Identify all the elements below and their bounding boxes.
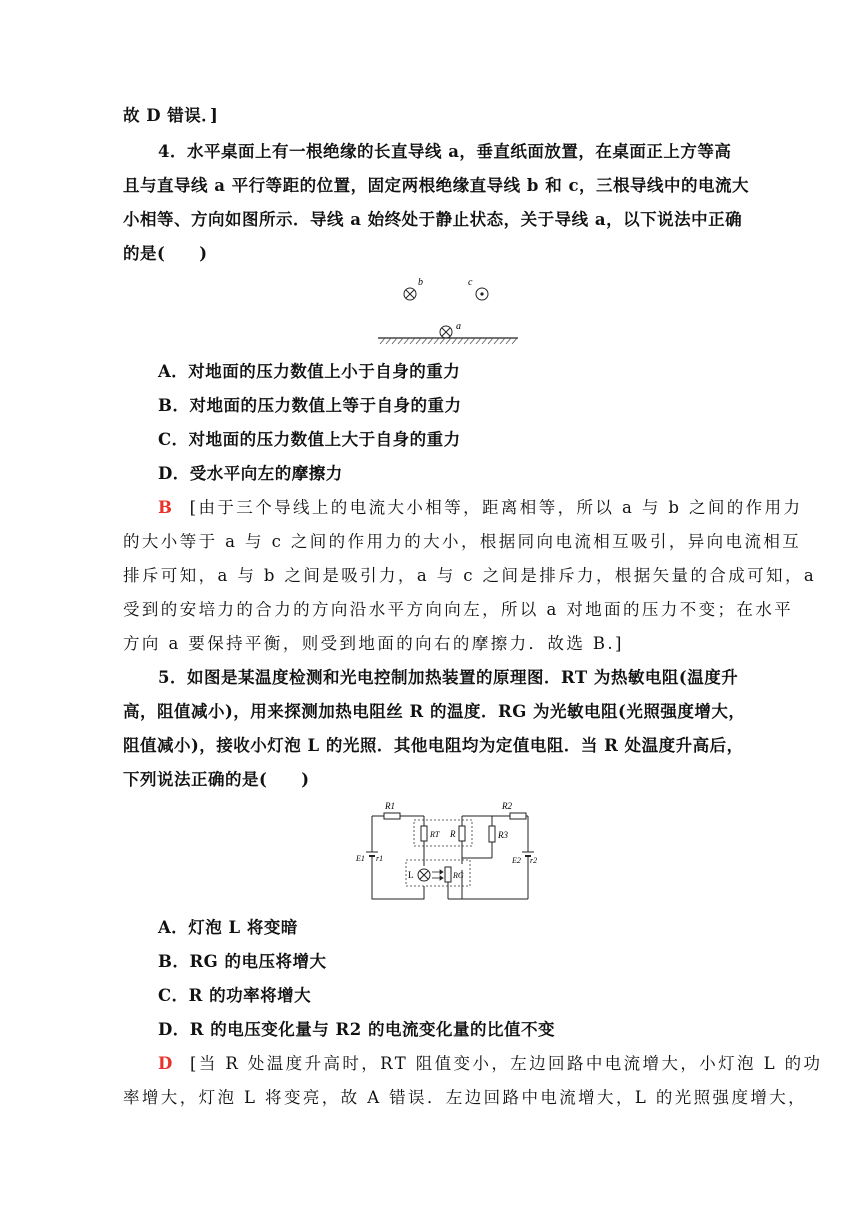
r1-label: R1 [385, 801, 395, 811]
r3-label: R3 [498, 830, 508, 840]
wire-c-out-of-page-icon [476, 288, 488, 300]
q5-option-b: B．RG 的电压将增大 [158, 952, 327, 971]
e2-label: E2 [512, 856, 521, 865]
q4-answer-line-5: 方向 a 要保持平衡，则受到地面的向右的摩擦力．故选 B.] [123, 634, 624, 653]
q5-stem-line-2: 高，阻值减小)，用来探测加热电阻丝 R 的温度．RG 为光敏电阻(光照强度增大， [123, 702, 746, 721]
wire-b-label: b [418, 277, 423, 288]
heating-resistor-r [459, 826, 465, 841]
q4-option-c: C．对地面的压力数值上大于自身的重力 [158, 430, 461, 449]
q4-stem-line-1: 4．水平桌面上有一根绝缘的长直导线 a，垂直纸面放置，在桌面正上方等高 [158, 142, 732, 161]
q4-stem-line-3: 小相等、方向如图所示．导线 a 始终处于静止状态，关于导线 a，以下说法中正确 [123, 210, 743, 229]
r2-label: R2 [502, 801, 512, 811]
q4-stem-line-4: 的是( ) [123, 244, 208, 263]
lamp-label: L [408, 870, 414, 880]
q4-stem-line-2: 且与直导线 a 平行等距的位置，固定两根绝缘直导线 b 和 c，三根导线中的电流大 [123, 176, 749, 195]
r-label: R [450, 829, 456, 839]
q5-answer-line-1 [158, 1054, 823, 1074]
q4-answer-line-3: 排斥可知，a 与 b 之间是吸引力，a 与 c 之间是排斥力，根据矢量的合成可知，a [123, 566, 817, 585]
wire-c-label: c [468, 277, 473, 288]
q4-answer-line-4: 受到的安培力的合力的方向沿水平方向向左，所以 a 对地面的压力不变；在水平 [123, 600, 794, 619]
r3-resistor [489, 826, 495, 842]
rg-resistor [445, 867, 451, 882]
wire-a-into-page-icon [440, 326, 452, 338]
prev-answer-tail: 故 D 错误．] [123, 106, 219, 125]
q4-wire-figure [370, 270, 530, 350]
q4-option-b: B．对地面的压力数值上等于自身的重力 [158, 396, 462, 415]
r1-internal-label: r1 [376, 854, 384, 863]
q5-option-a: A．灯泡 L 将变暗 [158, 918, 298, 937]
table-surface [378, 338, 518, 344]
rg-label: RG [453, 871, 464, 880]
q5-stem-line-3: 阻值减小)，接收小灯泡 L 的光照．其他电阻均为定值电阻．当 R 处温度升高后， [123, 736, 744, 755]
r2-internal-label: r2 [530, 856, 538, 865]
q5-option-c: C．R 的功率将增大 [158, 986, 312, 1005]
light-arrows-icon [432, 870, 443, 880]
q5-answer-line-2: 率增大，灯泡 L 将变亮，故 A 错误．左边回路中电流增大，L 的光照强度增大， [123, 1088, 808, 1107]
q5-circuit-diagram [352, 798, 538, 906]
r1-resistor [384, 813, 400, 819]
q5-answer-letter: D [158, 1054, 175, 1073]
e1-label: E1 [356, 854, 365, 863]
wire-b-into-page-icon [404, 288, 416, 300]
r2-resistor [510, 813, 526, 819]
q5-answer-text-1: [当 R 处温度升高时，RT 阻值变小，左边回路中电流增大，小灯泡 L 的功 [190, 1054, 823, 1073]
q4-answer-text-1: [由于三个导线上的电流大小相等，距离相等，所以 a 与 b 之间的作用力 [189, 498, 803, 517]
q4-answer-line-2: 的大小等于 a 与 c 之间的作用力的大小，根据同向电流相互吸引，异向电流相互 [123, 532, 802, 551]
q5-stem-line-1: 5．如图是某温度检测和光电控制加热装置的原理图．RT 为热敏电阻(温度升 [158, 668, 739, 687]
rt-label: RT [430, 830, 440, 839]
q5-option-d: D．R 的电压变化量与 R2 的电流变化量的比值不变 [158, 1020, 555, 1039]
q4-option-a: A．对地面的压力数值上小于自身的重力 [158, 362, 461, 381]
q4-answer-line-1 [158, 498, 803, 518]
rt-resistor [421, 826, 427, 841]
lamp-l-icon [418, 869, 430, 881]
q4-option-d: D．受水平向左的摩擦力 [158, 464, 343, 483]
q4-answer-letter: B [158, 498, 175, 517]
wire-a-label: a [456, 321, 461, 332]
q5-stem-line-4: 下列说法正确的是( ) [123, 770, 310, 789]
